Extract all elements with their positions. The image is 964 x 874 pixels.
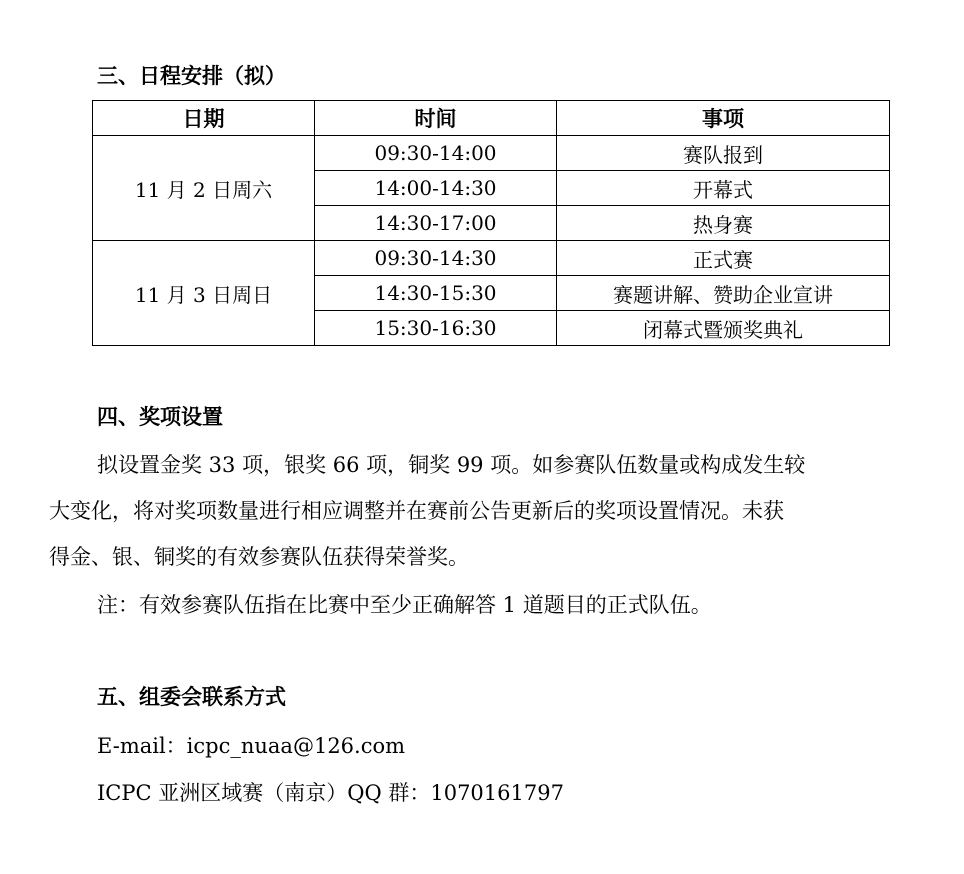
table-row bbox=[93, 136, 890, 171]
item-cell: 赛队报到 bbox=[557, 136, 890, 171]
time-cell: 14:30-17:00 bbox=[315, 206, 557, 241]
contact-email: E-mail：icpc_nuaa@126.com bbox=[97, 734, 406, 758]
contact-qq-group: ICPC 亚洲区域赛（南京）QQ 群：1070161797 bbox=[97, 781, 564, 805]
date-cell: 11 月 2 日周六 bbox=[93, 136, 315, 241]
item-cell: 闭幕式暨颁奖典礼 bbox=[557, 311, 890, 346]
section-heading-schedule: 三、日程安排（拟） bbox=[97, 64, 286, 88]
column-header-date: 日期 bbox=[93, 101, 315, 136]
item-cell: 热身赛 bbox=[557, 206, 890, 241]
item-cell: 开幕式 bbox=[557, 171, 890, 206]
time-cell: 09:30-14:30 bbox=[315, 241, 557, 276]
date-cell: 11 月 3 日周日 bbox=[93, 241, 315, 346]
table-row bbox=[93, 241, 890, 276]
column-header-item: 事项 bbox=[557, 101, 890, 136]
item-cell: 正式赛 bbox=[557, 241, 890, 276]
section-heading-contact: 五、组委会联系方式 bbox=[97, 685, 286, 709]
awards-note: 注：有效参赛队伍指在比赛中至少正确解答 1 道题目的正式队伍。 bbox=[97, 593, 712, 617]
awards-paragraph-line: 得金、银、铜奖的有效参赛队伍获得荣誉奖。 bbox=[49, 545, 469, 569]
time-cell: 09:30-14:00 bbox=[315, 136, 557, 171]
awards-paragraph-line: 拟设置金奖 33 项，银奖 66 项，铜奖 99 项。如参赛队伍数量或构成发生较 bbox=[97, 453, 806, 477]
time-cell: 14:30-15:30 bbox=[315, 276, 557, 311]
time-cell: 15:30-16:30 bbox=[315, 311, 557, 346]
column-header-time: 时间 bbox=[315, 101, 557, 136]
time-cell: 14:00-14:30 bbox=[315, 171, 557, 206]
awards-paragraph-line: 大变化，将对奖项数量进行相应调整并在赛前公告更新后的奖项设置情况。未获 bbox=[49, 499, 784, 523]
section-heading-awards: 四、奖项设置 bbox=[97, 405, 223, 429]
table-header-row bbox=[93, 101, 890, 136]
item-cell: 赛题讲解、赞助企业宣讲 bbox=[557, 276, 890, 311]
schedule-table bbox=[92, 100, 890, 346]
